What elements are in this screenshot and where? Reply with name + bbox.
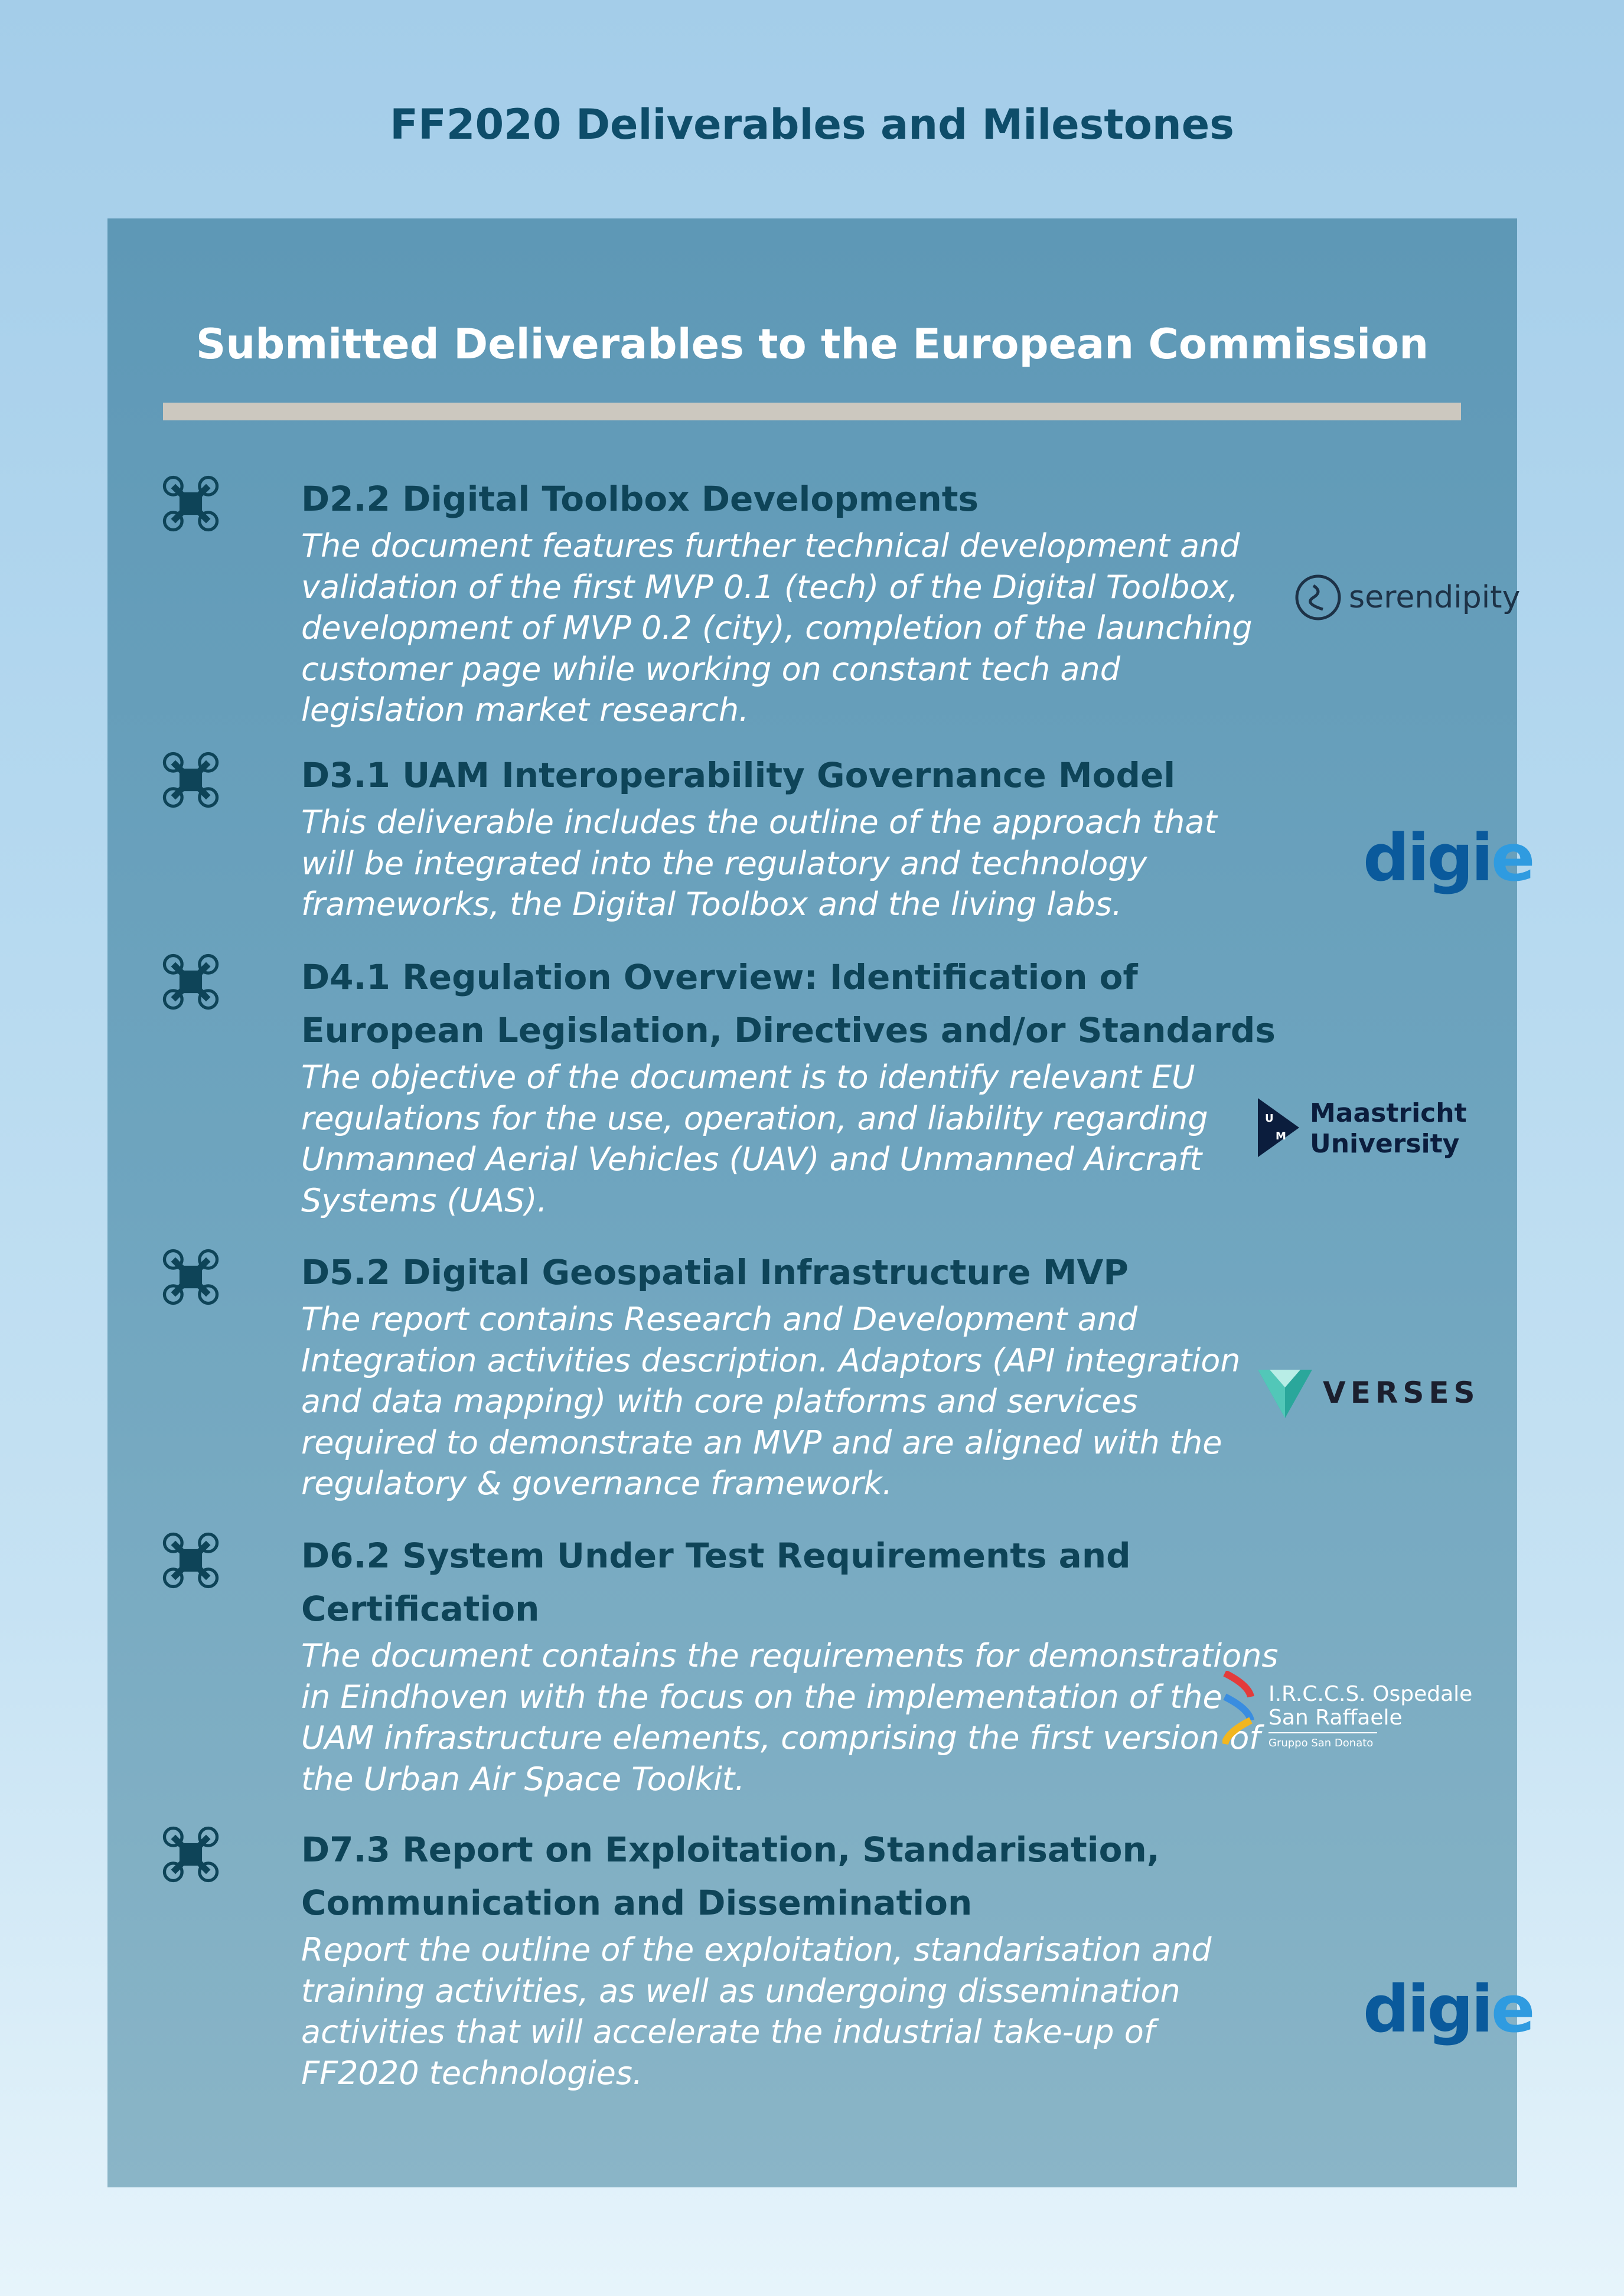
deliverable-title: D3.1 UAM Interoperability Governance Model xyxy=(301,755,1176,795)
deliverable-desc-line: in Eindhoven with the focus on the implementation of the xyxy=(301,1678,1222,1716)
serendipity-mark-icon xyxy=(1293,573,1343,622)
san-raffaele-logo xyxy=(1222,1671,1482,1753)
maastricht-wordmark-line1: Maastricht xyxy=(1310,1098,1467,1128)
san-raffaele-wordmark-line2: San Raffaele xyxy=(1268,1706,1403,1730)
deliverable-desc-line: validation of the first MVP 0.1 (tech) of the Digital Toolbox, xyxy=(301,568,1238,606)
deliverable-desc-line: the Urban Air Space Toolkit. xyxy=(301,1760,745,1798)
deliverable-title: D6.2 System Under Test Requirements and xyxy=(301,1536,1131,1576)
deliverable-desc-line: Unmanned Aerial Vehicles (UAV) and Unmanned Aircraft xyxy=(301,1141,1202,1178)
page-title: FF2020 Deliverables and Milestones xyxy=(390,100,1234,149)
deliverable-desc-line: customer page while working on constant tech and xyxy=(301,650,1121,688)
deliverable-desc-line: The objective of the document is to identify relevant EU xyxy=(301,1059,1195,1096)
verses-wordmark: VERSES xyxy=(1323,1376,1480,1410)
drone-icon xyxy=(159,951,222,1013)
deliverable-title: D7.3 Report on Exploitation, Standarisation, xyxy=(301,1830,1160,1870)
panel-title: Submitted Deliverables to the European Commission xyxy=(195,320,1429,368)
deliverables-panel xyxy=(107,218,1533,2187)
serendipity-logo xyxy=(1293,573,1530,626)
deliverable-desc-line: Integration activities description. Adaptors (API integration xyxy=(301,1341,1241,1379)
deliverable-desc-line: regulatory & governance framework. xyxy=(301,1465,893,1502)
deliverable-desc-line: The document contains the requirements for demonstrations xyxy=(301,1637,1279,1674)
deliverable-desc-line: activities that will accelerate the industrial take-up of xyxy=(301,2013,1155,2050)
deliverable-desc-line: FF2020 technologies. xyxy=(301,2054,643,2092)
verses-logo xyxy=(1258,1364,1494,1423)
svg-text:M: M xyxy=(1276,1130,1286,1142)
deliverable-desc-line: legislation market research. xyxy=(301,691,749,729)
um-mark-icon xyxy=(1258,1098,1299,1157)
deliverable-desc-line: UAM infrastructure elements, comprising the first version of xyxy=(301,1719,1261,1756)
drone-icon xyxy=(159,1529,222,1592)
digie-wordmark-accent: e xyxy=(1491,820,1533,896)
digie-logo: digie xyxy=(1363,1971,1533,2047)
deliverable-desc-line: frameworks, the Digital Toolbox and the living labs. xyxy=(301,886,1123,923)
drone-icon xyxy=(159,472,222,535)
digie-logo: digie xyxy=(1363,820,1533,896)
drone-icon xyxy=(159,749,222,811)
maastricht-university-logo xyxy=(1258,1098,1494,1163)
deliverable-desc-line: development of MVP 0.2 (city), completion of the launching xyxy=(301,609,1253,646)
serendipity-wordmark: serendipity xyxy=(1349,580,1521,615)
san-raffaele-subtitle: Gruppo San Donato xyxy=(1268,1737,1374,1749)
deliverable-desc-line: This deliverable includes the outline of the approach that xyxy=(301,804,1217,841)
divider xyxy=(163,403,1461,420)
deliverable-title: D4.1 Regulation Overview: Identification of xyxy=(301,957,1138,997)
san-raffaele-rule xyxy=(1268,1732,1377,1733)
deliverable-title: D2.2 Digital Toolbox Developments xyxy=(301,479,979,519)
deliverable-desc-line: and data mapping) with core platforms and services xyxy=(301,1383,1138,1420)
deliverable-title: D5.2 Digital Geospatial Infrastructure MVP xyxy=(301,1252,1129,1292)
deliverable-title: Communication and Dissemination xyxy=(301,1883,973,1923)
deliverable-desc-line: required to demonstrate an MVP and are aligned with the xyxy=(301,1423,1222,1461)
deliverable-desc-line: The document features further technical development and xyxy=(301,527,1240,564)
verses-mark-icon xyxy=(1258,1364,1312,1418)
deliverable-desc-line: Report the outline of the exploitation, standarisation and xyxy=(301,1931,1212,1968)
san-raffaele-wordmark-line1: I.R.C.C.S. Ospedale xyxy=(1268,1682,1473,1706)
svg-text:U: U xyxy=(1265,1112,1274,1125)
digie-wordmark-accent: e xyxy=(1491,1971,1533,2047)
deliverable-desc-line: The report contains Research and Development and xyxy=(301,1301,1138,1338)
drone-icon xyxy=(159,1246,222,1308)
deliverable-desc-line: Systems (UAS). xyxy=(301,1181,547,1219)
san-raffaele-mark-icon xyxy=(1222,1671,1255,1748)
deliverable-desc-line: will be integrated into the regulatory and technology xyxy=(301,844,1147,882)
maastricht-wordmark-line2: University xyxy=(1310,1129,1460,1159)
deliverable-title: European Legislation, Directives and/or Standards xyxy=(301,1010,1276,1050)
drone-icon xyxy=(159,1823,222,1886)
deliverable-title: Certification xyxy=(301,1589,540,1629)
deliverable-desc-line: regulations for the use, operation, and liability regarding xyxy=(301,1099,1208,1137)
deliverable-desc-line: training activities, as well as undergoing dissemination xyxy=(301,1972,1181,2010)
